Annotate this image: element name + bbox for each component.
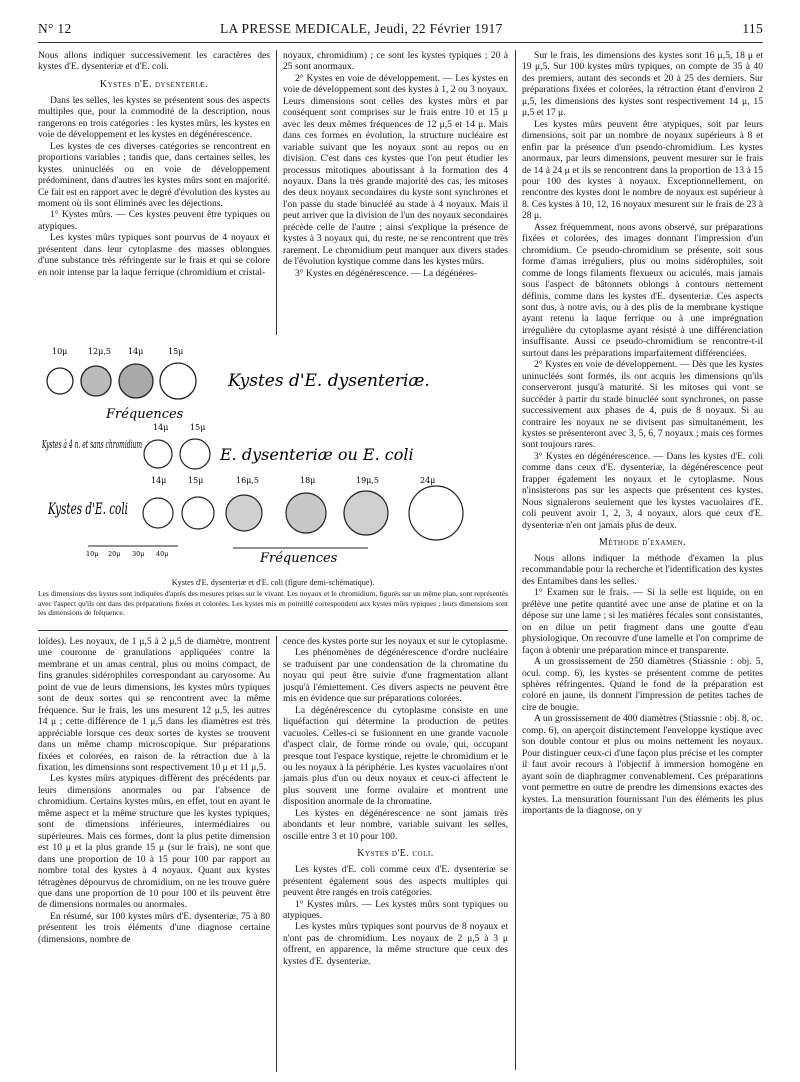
row-label: E. dysenteriæ ou E. coli [220, 445, 414, 464]
running-header [38, 21, 763, 39]
paragraph: Nous allons indiquer la méthode d'examen la plus recommandable pour la recherche et l'identification des kystes des Entamibes dans les selles. [522, 553, 763, 587]
journal-title: LA PRESSE MEDICALE, Jeudi, 22 Février 1917 [220, 21, 503, 36]
cyst-circle [143, 498, 173, 528]
figure-drawing [38, 336, 508, 576]
paragraph: 3° Kystes en dégénérescence. — La dégénéres- [295, 267, 478, 279]
size-label: 24μ [420, 476, 436, 485]
section-heading: Méthode d'examen. [598, 537, 687, 549]
size-label: 16μ,5 [236, 476, 260, 485]
section-heading: Kystes d'E. coli. [357, 848, 434, 860]
cyst-circle [144, 440, 172, 468]
size-label: 15μ [190, 423, 206, 432]
size-label: 15μ [188, 476, 204, 485]
size-label: 12μ,5 [88, 347, 112, 356]
column-1-bottom [38, 636, 270, 1072]
paragraph: Les phénomènes de dégénérescence d'ordre nucléaire se traduisent par une condensation de la chromatine du noyau qui peut être suivie d'une fragmentation allant jusqu'à l'émiettement. Ces divers aspects ne peuvent être mis en évidence que sur préparations colorées. [283, 647, 508, 705]
paragraph: noyaux, chromidium) ; ce sont les kystes typiques ; 20 à 25 sont anormaux. [283, 50, 508, 73]
size-label: 14μ [128, 347, 144, 356]
size-label: 18μ [300, 476, 316, 485]
header-rule [38, 42, 763, 43]
frequency-label: Fréquences [260, 551, 338, 566]
size-label: 10μ [52, 347, 68, 356]
paragraph: cence des kystes porte sur les noyaux et sur le cytoplasme. [283, 636, 508, 647]
row-label: Kystes d'E. dysenteriæ. [228, 371, 430, 391]
paragraph: 1° Examen sur le frais. — Si la selle est liquide, on en prélève une petite quantité avec une anse de platine et on la dépose sur une lame ; si les matières fécales sont consistantes, on en dilue un petit fragment dans une goutte d'eau physiologique. On recouvre d'une lamelle et l'on comprime de façon à obtenir une préparation mince et transparente. [522, 587, 763, 656]
paragraph: Sur le frais, les dimensions des kystes sont 16 μ,5, 18 μ et 19 μ,5. Sur 100 kystes mûrs typiques, on compte de 35 à 40 des premiers, autant des seconds et 20 à 25 des derniers. Sur préparations fixées et colorées, la rétraction étant d'environ 2 μ,5, les dimensions des kystes sont respectivement 14 μ, 15 μ,5 et 17 μ. [522, 50, 763, 119]
paragraph: Assez fréquemment, nous avons observé, sur préparations fixées et colorées, des images donnant l'impression d'un chromidium. Ce pseudo-chromidium se présente, soit sous forme d'amas irréguliers, plus ou moins sidérophiles, soit comme de longs filaments flexueux ou aciculés, mais jamais sous l'aspect de bâtonnets oblongs à contours nettement définis, comme dans les kystes d'E. dysenteriæ. Ces aspects sont dus, à notre avis, ou à des plis de la membrane kystique ayant retenu la laque ferrique ou à une imprégnation irrégulière du cytoplasme ayant résisté à une différenciation insuffisante. Aussi ce pseudo-chromidium se rencontre-t-il surtout dans les préparations imparfaitement différenciées. [522, 221, 763, 359]
cyst-circle [182, 497, 214, 529]
size-label: 15μ [168, 347, 184, 356]
paragraph: 2° Kystes en voie de développement. — Les kystes en voie de développement sont des kystes à 1, 2 ou 3 noyaux. Leurs dimensions sont celles des kystes mûrs et par conséquent sont comprises sur le frais entre 10 et 15 μ avec les deux mêmes fréquences de 12 μ,5 et 14 μ. Mais dans ces formes en évolution, la structure nucléaire est variable suivant que les noyaux sont au repos ou en division. C'est dans ces kystes que l'on peut étudier les processus mitotiques aboutissant à la formation des 4 noyaux. Dans la très grande majorité des cas, les mitoses des deux noyaux secondaires du kyste sont synchrones et l'on passe du stade binucléé au stade à 4 noyaux. Mais il peut arriver que la division de l'un des noyaux secondaires précède celle de l'autre ; ainsi s'explique la présence de kystes à 3 noyaux qui, du reste, ne se rencontrent que très rarement. Le chromidium peut manquer aux divers stades de l'évolution kystique comme dans les kystes mûrs. [283, 72, 508, 268]
paragraph: Les kystes mûrs atypiques diffèrent des précédents par leurs dimensions anormales ou par l'absence de chromidium. Certains kystes mûrs, en effet, tout en ayant le même aspect et la même structure que les kystes typiques, sont de dimensions inférieures, intermédiaires ou supérieures. Mais ces formes, dont la plus petite dimension est 10 μ et la plus grande 15 μ (sur le frais), ne sont que dans une proportion de 10 à 15 pour 100 par rapport au nombre total des kystes à 4 noyaux. Quant aux kystes tétragènes dépourvus de chromidium, on ne les trouve guère que dans une proportion de 10 pour 100 et ils peuvent être de dimensions normales ou anormales. [38, 773, 270, 911]
page-number: 115 [742, 21, 763, 36]
cyst-circle [81, 366, 111, 396]
paragraph: 2° Kystes en voie de développement. — Dès que les kystes uninucléés sont formés, ils ont acquis les dimensions qu'ils conserveront jusqu'à maturité. Si les mitoses qui vont se succéder à partir du stade binucléé sont synchrones, on passe successivement aux phases de 4, puis de 8 noyaux. Si au contraire les noyaux ne se divisent pas simultanément, les kystes se présenteront avec 3, 5, 6, 7 noyaux ; mais ces formes sont toujours rares. [522, 359, 763, 451]
row-four-nuclei [41, 423, 413, 469]
paragraph: Les kystes en dégénérescence ne sont jamais très abondants et leur nombre, variable suivant les selles, oscille entre 3 et 10 pour 100. [283, 807, 508, 842]
paragraph: Les kystes de ces diverses catégories se rencontrent en proportions variables ; tandis que, dans certaines selles, les kystes uninucléés ou en voie de développement prédominent, dans d'autres les kystes mûrs sont en majorité. Ce fait est en rapport avec le degré d'évolution des kystes au moment où ils sont éliminés avec les déjections. [38, 140, 270, 209]
row-left-label: Kystes à 4 n. et sans chromidium [41, 438, 142, 451]
paragraph: 1° Kystes mûrs. — Les kystes mûrs sont typiques ou atypiques. [283, 898, 508, 921]
caption-title: Kystes d'E. dysenteriæ et d'E. coli (figure demi-schématique). [171, 578, 375, 587]
figure-caption [38, 578, 508, 617]
paragraph: Nous allons indiquer successivement les caractères des kystes d'E. dysenteriæ et d'E. coli. [38, 50, 270, 73]
paragraph: Les kystes mûrs typiques sont pourvus de 4 noyaux et présentent dans leur cytoplasme des masses oblongues d'une substance très réfringente sur le frais et qui se colore en noir intense par la laque ferrique (chromidium et cristal- [38, 232, 270, 278]
scale-label: 10μ [86, 550, 99, 558]
cyst-circle [180, 439, 210, 469]
paragraph: Les kystes mûrs peuvent être atypiques, soit par leurs dimensions, soit par un nombre de noyaux supérieurs à 8 et enfin par la présence d'un pseudo-chromidium. Les kystes anormaux, par leurs dimensions, peuvent mesurer sur le frais de 14 à 24 μ et ils se rencontrent dans la proportion de 13 à 15 pour 100 des kystes à noyaux. Exceptionnellement, on rencontre des kystes dont le nombre de noyaux est supérieur à 8. Ces kystes à 10, 12, 16 noyaux mesurent sur le frais de 23 à 28 μ. [522, 118, 763, 222]
scale-label: 40μ [156, 550, 169, 558]
section-heading: Kystes d'E. dysenteriæ. [99, 78, 209, 90]
paragraph: A un grossissement de 400 diamètres (Stiassnie : obj. 8, oc. comp. 6), on aperçoit distinctement l'enveloppe kystique avec son double contour et plus ou moins nettement les noyaux. Pour distinguer ceux-ci d'une façon plus précise et les compter il faut avoir recours à l'objectif à immersion homogène en ayant soin de diaphragmer convenablement. Ces préparations vont permettre en outre de prendre les dimensions exactes des kystes. La mensuration fournissant l'un des éléments les plus importants de la diagnose, on y [522, 713, 763, 816]
column-rule [276, 50, 277, 335]
paragraph: A un grossissement de 250 diamètres (Stiassnie : obj. 5, ocul. comp. 6), les kystes se présentent comme de petites sphères réfringentes. Quand le fond de la préparation est coloré en jaune, ils donnent l'impression de petites taches de cire de bougie. [522, 656, 763, 713]
paragraph: 3° Kystes en dégénérescence. — Dans les kystes d'E. coli comme dans ceux d'E. dysenteriæ, la dégénérescence peut frapper également les noyaux et le cytoplasme. Nous n'insisterons pas sur les aspects que présentent ces kystes. Nous signalerons seulement que les kystes vacuolaires d'E. coli peuvent avoir 1, 2, 3, 4 noyaux, alors que ceux d'E. dysenteriæ n'en ont jamais plus de deux. [522, 450, 763, 531]
scale-label: 20μ [108, 550, 121, 558]
cyst-circle [47, 368, 73, 394]
cyst-circle [160, 363, 196, 399]
paragraph: En résumé, sur 100 kystes mûrs d'E. dysenteriæ, 75 à 80 présentent les trois éléments d'une diagnose certaine (dimensions, nombre de [38, 910, 270, 945]
cyst-circle [344, 491, 388, 535]
scale-label: 30μ [132, 550, 145, 558]
figure-rule [38, 630, 508, 631]
row-e-coli [47, 476, 463, 566]
size-label: 14μ [153, 423, 169, 432]
paragraph: Dans les selles, les kystes se présentent sous des aspects multiples que, pour la commodité de la description, nous rangerons en trois catégories : les kystes mûrs, les kystes en voie de développement et les kystes en dégénérescence. [38, 94, 270, 141]
frequency-label: Fréquences [106, 407, 184, 422]
row-e-dysenteriae [47, 347, 430, 422]
size-label: 14μ [151, 476, 167, 485]
column-rule [515, 50, 516, 1070]
row-left-label: Kystes d'E. coli [47, 499, 128, 518]
size-label: 19μ,5 [356, 476, 380, 485]
cyst-circle [409, 486, 463, 540]
column-2-top [283, 50, 508, 335]
caption-body: Les dimensions des kystes sont indiquées d'après des mesures prises sur le vivant. Les noyaux et le chromidium, figurés sur un même plan, sont représentés avec l'aspect qu'ils ont dans des préparations fixées et colorées. Les kystes mis en pointillé correspondent aux kystes mûrs typiques ; leurs dimensions sont les dimensions de fréquence. [38, 589, 508, 617]
paragraph: 1° Kystes mûrs. — Ces kystes peuvent être typiques ou atypiques. [38, 209, 270, 232]
cyst-circle [226, 495, 262, 531]
column-2-bottom [283, 636, 508, 1072]
column-3 [522, 50, 763, 1072]
paragraph: loïdes). Les noyaux, de 1 μ,5 à 2 μ,5 de diamètre, montrent une couronne de granulations appliquées contre la membrane et un amas central, plus ou moins compact, de fins granules sidérophiles correspondant au caryosome. Au point de vue de leurs dimensions, les kystes mûrs typiques sont de deux sortes qui se rencontrent avec la même fréquence. Sur le frais, les uns mesurent 12 μ,5, les autres 14 μ ; cette différence de 1 μ,5 dans les diamètres est très appréciable lorsque ces deux sortes de kystes se trouvent dans un même champ microscopique. Sur préparations fixées et colorées, en raison de la rétraction due à la fixation, les dimensions sont respectivement 10 μ et 11 μ,5. [38, 636, 270, 773]
column-1-top [38, 50, 270, 335]
paragraph: Les kystes d'E. coli comme ceux d'E. dysenteriæ se présentent également sous des aspects multiples qui peuvent être rangés en trois catégories. [283, 864, 508, 899]
column-rule [276, 636, 277, 1072]
issue-number: N° 12 [38, 21, 72, 36]
paragraph: Les kystes mûrs typiques sont pourvus de 8 noyaux et n'ont pas de chromidium. Les noyaux de 2 μ,5 à 3 μ offrent, en apparence, la même structure que ceux des kystes d'E. dysenteriæ. [283, 921, 508, 967]
cyst-circle [119, 364, 153, 398]
paragraph: La dégénérescence du cytoplasme consiste en une liquéfaction qui détermine la production de petites vacuoles. Celles-ci se fusionnent en une grande vacuole d'aspect clair, de forme ronde ou ovale, qui, occupant presque tout l'espace kystique, rejette le chromidium et le ou les noyaux à la périphérie. Les kystes vacuolaires n'ont jamais plus d'un ou deux noyaux et ceux-ci affectent le plus souvent une forme ovalaire et montrent une disposition anormale de la chromatine. [283, 704, 508, 808]
cyst-circle [286, 493, 326, 533]
